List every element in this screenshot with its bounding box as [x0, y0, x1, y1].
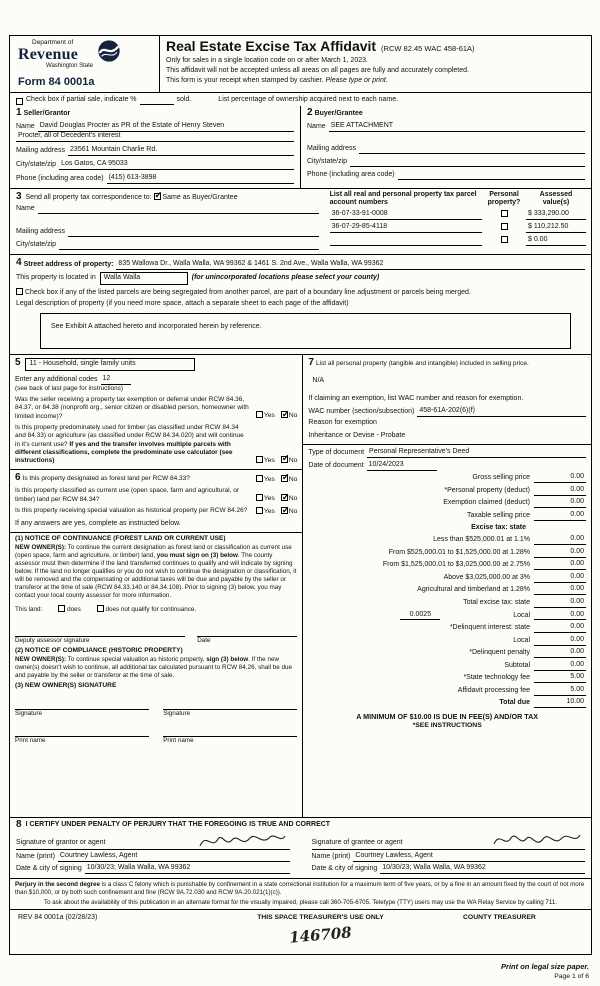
parcel-2-checkbox-cell	[482, 223, 526, 233]
grantor-name-value[interactable]: Courtney Lawless, Agent	[58, 852, 290, 862]
yes-label: Yes	[263, 456, 275, 464]
predominate-use-text: Is this property predominately used for timber (as classified under RCW 84.34 and 84.33) or agriculture (as classified under RCW 84.34.020) and will continue in it's current use? If yes and the transfer involves multiple parcels with different classifications, complete the predominate use calculator (see instructions)	[15, 424, 244, 465]
type-or-print-note: Please type or print.	[325, 76, 388, 84]
treasurer-row	[10, 910, 591, 954]
receipt-note: This form is your receipt when stamped by cashier.	[166, 76, 326, 84]
seller-heading	[16, 107, 294, 120]
partial-sale-label: Check box if partial sale, indicate %	[26, 96, 137, 104]
sold-label: sold.	[176, 96, 192, 104]
tier1-value[interactable]: 0.00	[534, 535, 586, 545]
personal-property-section	[303, 355, 591, 445]
parcel-row	[330, 223, 586, 233]
correspondence-city-label: City/state/zip	[16, 241, 57, 249]
see-instructions-note: *SEE INSTRUCTIONS	[412, 721, 482, 729]
exemption-claimed-value[interactable]: 0.00	[534, 498, 586, 508]
tax-row-local: 0.0025 Local 0.00	[308, 611, 586, 621]
rev-number: REV 84 0001a (02/28/23)	[18, 914, 98, 921]
buyer-mailing-value[interactable]	[359, 145, 585, 154]
grantee-date-value[interactable]: 10/30/23; Walla Walla, WA 99362	[380, 864, 585, 874]
form-border	[9, 35, 592, 955]
personal-property-label-wrap	[308, 357, 586, 370]
historic-answers	[252, 507, 298, 517]
tax-row-gross: Gross selling price 0.00	[472, 473, 584, 482]
agricultural-value[interactable]: 0.00	[534, 585, 586, 595]
section-5-number: 5	[15, 357, 21, 369]
delinquent-penalty-value[interactable]: 0.00	[534, 648, 586, 658]
tax-table	[303, 471, 591, 735]
delinquent-interest-local-value[interactable]: 0.00	[534, 636, 586, 646]
if-yes-note: If any answers are yes, complete as instructed below.	[15, 519, 181, 527]
historic-question	[15, 507, 297, 517]
wac-number-value[interactable]: 458-61A-202(6)(f)	[417, 407, 586, 417]
tax-row-delinquent-penalty: *Delinquent penalty 0.00	[469, 648, 584, 657]
tax-row-tier4: Above $3,025,000.00 at 3% 0.00	[443, 572, 584, 581]
exemption-deferral-question	[15, 396, 297, 421]
parcel-table-header	[330, 191, 586, 207]
total-excise-state-value[interactable]: 0.00	[534, 598, 586, 608]
forest-no-checkbox[interactable]	[281, 475, 288, 482]
signature-label: Signature	[163, 709, 191, 717]
print-name-label: Print name	[15, 736, 46, 744]
tax-row-subtotal: Subtotal 0.00	[504, 660, 584, 669]
county-select[interactable]: Walla Walla	[100, 272, 188, 285]
agency-brand	[18, 39, 155, 71]
use-code-section	[10, 355, 302, 469]
buyer-name-value[interactable]: SEE ATTACHMENT	[329, 122, 585, 132]
personal-property-line	[308, 357, 586, 370]
washington-state-label: Washington State	[46, 63, 94, 70]
correspondence-name-line	[16, 205, 319, 214]
certification-statement: I CERTIFY UNDER PENALTY OF PERJURY THAT THE FOREGOING IS TRUE AND CORRECT	[25, 821, 331, 829]
section-4-number: 4	[16, 257, 22, 269]
left-column	[10, 355, 303, 817]
land-does-checkbox[interactable]	[58, 605, 65, 612]
forest-land-text: 6 Is this property designated as forest land per RCW 84.33?	[15, 471, 190, 483]
new-owner-signature-line-1[interactable]	[15, 700, 149, 710]
local-rate-value[interactable]: 0.0025	[400, 611, 440, 621]
total-due-value[interactable]: 10.00	[534, 698, 586, 708]
buyer-heading	[307, 107, 585, 120]
treasurer-handwritten-number: 146708	[288, 922, 353, 947]
exemption-no-checkbox[interactable]	[281, 411, 288, 418]
technology-fee-value[interactable]: 5.00	[534, 673, 586, 683]
predominate-use-answers	[252, 456, 298, 466]
current-use-text: Is this property classified as current use (open space, farm and agricultural, or timber) land per RCW 84.34?	[15, 487, 239, 503]
current-use-no-checkbox[interactable]	[281, 494, 288, 501]
deputy-date-label: Date	[197, 636, 211, 644]
minimum-due-note: A MINIMUM OF $10.00 IS DUE IN FEE(S) AND/OR TAX	[356, 712, 539, 722]
correspondence-heading	[16, 191, 319, 204]
reason-for-exemption-value[interactable]: Inheritance or Devise - Probate	[308, 431, 406, 439]
current-use-answers	[252, 494, 298, 504]
seller-name-label: Name	[16, 122, 35, 130]
parcel-2-personal-checkbox[interactable]	[501, 223, 508, 230]
tier2-value[interactable]: 0.00	[534, 548, 586, 558]
seller-phone-line	[16, 174, 294, 184]
compliance-body: NEW OWNER(S): To continue special valuation as historic property, sign (3) below. If the new owner(s) doesn't wish to continue, all additional tax calculated pursuant to RCW 84.26, shall be due and payable by the seller or transferor at the time of sale.	[15, 655, 293, 680]
grantee-signature-field[interactable]	[312, 834, 586, 850]
document-date-label: Date of document	[308, 461, 364, 469]
assessed-value-2[interactable]: $ 110,212.50	[526, 223, 586, 233]
grantor-date-value[interactable]: 10/30/23; Walla Walla, WA 99362	[85, 864, 290, 874]
county-treasurer-label: COUNTY TREASURER	[463, 914, 536, 921]
section-6-number: 6	[15, 471, 21, 483]
current-use-question	[15, 487, 297, 504]
partial-sale-checkbox[interactable]	[16, 98, 23, 105]
deputy-signature-field[interactable]	[15, 627, 185, 645]
current-use-yes-checkbox[interactable]	[256, 494, 263, 501]
no-label: No	[288, 508, 298, 516]
grantee-name-label: Name (print)	[311, 853, 351, 861]
buyer-phone-value[interactable]	[398, 171, 585, 180]
historic-text: Is this property receiving special valuation as historical property per RCW 84.26?	[15, 507, 248, 515]
document-type-line	[308, 448, 586, 458]
treasurer-space	[178, 914, 463, 945]
yes-label: Yes	[263, 495, 275, 503]
parcel-table	[325, 189, 591, 255]
title-row	[166, 38, 585, 56]
predominate-no-checkbox[interactable]	[281, 456, 288, 463]
exemption-note: If claiming an exemption, list WAC number and reason for exemption.	[308, 394, 524, 402]
seller-city-line	[16, 160, 294, 170]
document-date-value[interactable]: 10/24/2023	[367, 461, 437, 471]
land-qualify-line	[15, 605, 297, 614]
certification-columns	[16, 834, 585, 874]
street-address-line	[16, 257, 585, 270]
buyer-city-line	[307, 158, 585, 167]
new-owner-signature-1[interactable]	[15, 700, 149, 718]
parcel-1-checkbox-cell	[482, 210, 526, 220]
grantor-name-label: Name (print)	[16, 853, 55, 861]
buyer-city-value[interactable]	[350, 158, 585, 167]
buyer-city-label: City/state/zip	[307, 157, 348, 165]
county-note: (for unincorporated locations please select your county)	[191, 274, 380, 282]
this-land-label: This land:	[15, 605, 43, 613]
designation-section	[10, 469, 302, 532]
parcel-row	[330, 210, 586, 220]
grantor-date-label: Date & city of signing	[16, 865, 82, 873]
section-7-number: 7	[308, 357, 314, 369]
tax-row-exemption: Exemption claimed (deduct) 0.00	[443, 498, 584, 507]
agency-wordmark	[18, 39, 93, 71]
use-code-select[interactable]: 11 - Household, single family units	[25, 358, 195, 371]
taxable-selling-price-value[interactable]: 0.00	[534, 511, 586, 521]
grantee-name-value[interactable]: Courtney Lawless, Agent	[353, 852, 585, 862]
new-owner-signature-title: (3) NEW OWNER(S) SIGNATURE	[15, 682, 117, 690]
parcel-number-2[interactable]: 36-07-29-85-4118	[330, 223, 482, 233]
grantee-date-label: Date & city of signing	[311, 865, 378, 873]
historic-no-checkbox[interactable]	[281, 507, 288, 514]
segregated-line	[16, 288, 585, 298]
exemption-deferral-answers	[252, 411, 298, 421]
grantor-signature-label: Signature of grantor or agent	[16, 839, 106, 847]
buyer-mailing-label: Mailing address	[307, 144, 357, 152]
legal-description-text: See Exhibit A attached hereto and incorporated herein by reference.	[51, 323, 262, 331]
exemption-yes-checkbox[interactable]	[256, 411, 263, 418]
parcel-number-1[interactable]: 36-07-33-91-0008	[330, 210, 482, 220]
grantee-signature-label: Signature of grantee or agent	[311, 839, 403, 847]
right-column	[303, 355, 591, 817]
revenue-wordmark: Revenue	[18, 46, 79, 64]
continuance-body: NEW OWNER(S): To continue the current designation as forest land or classification as current use (open space, farm and agriculture, or timber) land, you must sign on (3) below. The county assessor must then determine if the land transferred continues to qualify and will indicate by signing below. If the land no longer qualifies or you do not wish to continue the designation or classification, it will be removed and the compensating or additional taxes will be due and payable by the seller or transferor at the time of sale (RCW 84.33.140 or 84.34.108). Prior to signing (3) below, you may contact your local county assessor for more information.	[15, 544, 297, 600]
new-owner-print-line-1[interactable]	[15, 727, 149, 737]
legal-description-label: Legal description of property (if you need more space, attach a separate sheet to each page of the affidavit)	[16, 300, 349, 308]
main-columns	[10, 355, 591, 818]
tax-row-total-state: Total excise tax: state 0.00	[463, 597, 584, 606]
tax-row-total-due: Total due 10.00	[499, 698, 584, 707]
additional-codes-value[interactable]: 12	[101, 375, 131, 385]
grantee-name-line	[312, 852, 586, 862]
buyer-section	[301, 106, 591, 188]
tax-row-taxable: Taxable selling price 0.00	[466, 510, 584, 519]
buyer-name-line	[307, 122, 585, 132]
segregated-label: Check box if any of the listed parcels are being segregated from another parcel, are part of a boundary line adjustment or parcels being merged.	[24, 289, 471, 297]
tier3-value[interactable]: 0.00	[534, 560, 586, 570]
seller-buyer-section	[10, 106, 591, 189]
additional-codes-line	[15, 375, 297, 385]
buyer-name-label: Name	[307, 122, 326, 130]
deputy-date-field[interactable]	[197, 627, 297, 645]
correspondence-mailing-label: Mailing address	[16, 228, 66, 236]
section-3-number: 3	[16, 190, 22, 202]
no-label: No	[288, 412, 298, 420]
yes-label: Yes	[263, 508, 275, 516]
excise-tax-state-header: Excise tax: state	[471, 523, 526, 531]
tax-row-tier3: From $1,525,000.01 to $3,025,000.00 at 2.75% 0.00	[382, 560, 584, 569]
tax-row-technology-fee: *State technology fee 5.00	[463, 673, 584, 682]
grantee-signature[interactable]	[491, 830, 583, 852]
same-as-buyer-label: Same as Buyer/Grantee	[162, 193, 238, 201]
notices-block	[10, 532, 302, 818]
header-note-3	[166, 77, 585, 86]
buyer-mailing-line	[307, 145, 585, 154]
delinquent-interest-state-value[interactable]: 0.00	[534, 623, 586, 633]
tax-row-personal: *Personal property (deduct) 0.00	[444, 485, 584, 494]
tax-row-tier2: From $525,000.01 to $1,525,000.00 at 1.28% 0.00	[388, 547, 584, 556]
reason-for-exemption-label: Reason for exemption	[308, 418, 377, 426]
predominate-use-question	[15, 424, 297, 466]
parcel-numbers-header: List all real and personal property tax parcel account numbers	[329, 190, 477, 206]
segregated-checkbox[interactable]	[16, 288, 23, 295]
tax-row-tier1: Less than $525,000.01 at 1.1% 0.00	[433, 535, 584, 544]
does-option: does	[58, 605, 80, 614]
correspondence-mailing-line	[16, 228, 319, 237]
subtotal-value[interactable]: 0.00	[534, 661, 586, 671]
seller-name-line	[16, 122, 294, 132]
below-border-notes	[501, 962, 589, 982]
personal-property-header: Personal property?	[487, 190, 521, 206]
new-owner-signature-row	[15, 700, 297, 718]
parcel-row	[330, 236, 586, 246]
seller-city-value[interactable]: Los Gatos, CA 95033	[59, 160, 294, 170]
land-does-not-checkbox[interactable]	[97, 605, 104, 612]
grantor-signature[interactable]	[196, 830, 288, 852]
wac-number-line	[308, 407, 586, 417]
document-date-line	[308, 461, 586, 471]
predominate-use-bold-text: If yes and the transfer involves multiple parcels with different classifications, complete the predominate use calculator (see instructions)	[15, 440, 233, 465]
yes-label: Yes	[263, 475, 275, 483]
correspondence-name-value[interactable]	[38, 205, 319, 214]
seller-mailing-label: Mailing address	[16, 146, 66, 154]
seller-mailing-value[interactable]: 23561 Mountain Charlie Rd.	[68, 146, 294, 156]
buyer-title: Buyer/Grantee	[314, 110, 363, 118]
processing-fee-value[interactable]: 5.00	[534, 686, 586, 696]
correspondence-mailing-value[interactable]	[68, 228, 319, 237]
personal-property-deduct-value[interactable]: 0.00	[534, 486, 586, 496]
personal-property-value[interactable]: N/A	[312, 376, 325, 384]
seller-title: Seller/Grantor	[23, 110, 71, 118]
tier4-value[interactable]: 0.00	[534, 573, 586, 583]
new-owner-signature-2[interactable]	[163, 700, 297, 718]
assessed-value-3[interactable]: $ 0.00	[526, 236, 586, 246]
correspondence-city-value[interactable]	[59, 241, 319, 250]
agency-block	[10, 36, 160, 92]
new-owner-print-row	[15, 727, 297, 745]
seller-phone-value[interactable]: (415) 613-3898	[107, 174, 294, 184]
grantee-certification	[312, 834, 586, 874]
grantor-date-line	[16, 864, 290, 874]
certification-section	[10, 818, 591, 879]
no-label: No	[288, 456, 298, 464]
grantor-name-line	[16, 852, 290, 862]
historic-yes-checkbox[interactable]	[256, 507, 263, 514]
predominate-yes-checkbox[interactable]	[256, 456, 263, 463]
section-8-number: 8	[16, 819, 22, 831]
additional-codes-note: (see back of last page for instructions)	[15, 384, 123, 392]
tax-row-processing-fee: Affidavit processing fee 5.00	[457, 685, 584, 694]
no-label: No	[288, 475, 298, 483]
correspondence-city-line	[16, 241, 319, 250]
seller-section	[10, 106, 301, 188]
section-2-number: 2	[307, 107, 313, 119]
tax-row-agricultural: Agricultural and timberland at 1.28% 0.00	[417, 585, 584, 594]
street-address-label: Street address of property:	[23, 261, 114, 269]
no-label: No	[288, 495, 298, 503]
tax-row-delinquent-interest: *Delinquent interest: state 0.00	[449, 623, 584, 632]
grantor-certification	[16, 834, 290, 874]
located-label: This property is located in	[16, 274, 96, 282]
treasurer-space-label: THIS SPACE TREASURER'S USE ONLY	[257, 914, 384, 921]
print-note: Print on legal size paper.	[501, 961, 589, 971]
parcel-1-personal-checkbox[interactable]	[501, 210, 508, 217]
deputy-assessor-row	[15, 627, 297, 645]
parcel-3-checkbox-cell	[482, 236, 526, 246]
new-owner-print-line-2[interactable]	[163, 727, 297, 737]
yes-label: Yes	[263, 412, 275, 420]
correspondence-parcels-section	[10, 189, 591, 256]
assessed-values-header: Assessed value(s)	[539, 190, 573, 206]
buyer-phone-line	[307, 171, 585, 180]
legal-description-box[interactable]	[40, 313, 571, 349]
section-1-number: 1	[16, 107, 22, 119]
header-note-1: Only for sales in a single location code on or after March 1, 2023.	[166, 56, 368, 64]
correspondence-label: Send all property tax correspondence to:	[25, 193, 152, 201]
accessibility-note: To ask about the availability of this publication in an alternate format for the visually impaired, please call 360-705-6705. Teletype (TTY) users may use the WA Relay Service by calling 711.	[43, 899, 558, 907]
correspondence-block	[10, 189, 325, 255]
correspondence-name-label: Name	[16, 205, 35, 213]
buyer-phone-label: Phone (including area code)	[307, 170, 395, 178]
seller-mailing-line	[16, 146, 294, 156]
signature-label: Signature	[15, 709, 42, 717]
deputy-signature-line[interactable]	[15, 627, 185, 637]
document-block	[303, 445, 591, 471]
perjury-text: Perjury in the second degree is a class C felony which is punishable by confinement in a state correctional institution for a maximum term of five years, or by a fine in an amount fixed by the court of not more than $10,000, or by both such confinement and fine (RCW 9A.72.030 and RCW 9A.20.021(1)(c)).	[15, 881, 585, 897]
additional-codes-label: Enter any additional codes	[15, 375, 98, 383]
partial-sale-row	[10, 93, 591, 106]
forest-land-answers	[252, 475, 298, 485]
does-not-option: does not qualify for continuance.	[97, 605, 196, 614]
title-block	[160, 36, 591, 92]
street-address-value[interactable]: 835 Wallowa Dr., Walla Walla, WA 99362 & 1461 S. 2nd Ave., Walla Walla, WA 99362	[116, 260, 585, 270]
seller-name-value-2[interactable]: Procter, all of Decedent's interest	[16, 132, 294, 142]
gross-selling-price-value[interactable]: 0.00	[534, 473, 586, 483]
tax-row-delinquent-local: Local 0.00	[513, 635, 584, 644]
revenue-logo-icon	[97, 39, 121, 63]
header-note-2: This affidavit will not be accepted unless all areas on all pages are fully and accurately completed.	[166, 66, 469, 74]
grantee-date-line	[312, 864, 586, 874]
form-header	[10, 36, 591, 93]
use-code-line	[15, 357, 297, 371]
personal-property-label: List all personal property (tangible and intangible) included in selling price.	[315, 360, 529, 368]
new-owner-signature-line-2[interactable]	[163, 700, 297, 710]
continuance-title: (1) NOTICE OF CONTINUANCE (FOREST LAND OR CURRENT USE)	[15, 534, 226, 542]
rcw-reference: (RCW 82.45 WAC 458-61A)	[381, 44, 475, 53]
document-type-value[interactable]: Personal Representative's Deed	[367, 448, 586, 458]
parcel-3-personal-checkbox[interactable]	[501, 236, 508, 243]
perjury-block	[10, 879, 591, 910]
property-section	[10, 255, 591, 355]
document-type-label: Type of document	[308, 448, 365, 456]
forest-land-question	[15, 472, 297, 485]
print-name-label: Print name	[163, 736, 194, 744]
assessed-value-1[interactable]: $ 333,290.00	[526, 210, 586, 220]
partial-sale-percent-input[interactable]	[140, 97, 174, 105]
deputy-date-line[interactable]	[197, 627, 297, 637]
new-owner-print-1[interactable]	[15, 727, 149, 745]
forest-yes-checkbox[interactable]	[256, 475, 263, 482]
seller-city-label: City/state/zip	[16, 160, 57, 168]
exemption-deferral-text: Was the seller receiving a property tax exemption or deferral under RCW 84.36, 84.37, or 84.38 (nonprofit org., senior citizen or disabled person, homeowner with limited income)?	[15, 396, 249, 420]
compliance-title: (2) NOTICE OF COMPLIANCE (HISTORIC PROPERTY)	[15, 646, 183, 654]
form-title: Real Estate Excise Tax Affidavit	[166, 38, 377, 54]
same-as-buyer-checkbox[interactable]	[154, 193, 161, 200]
new-owner-print-2[interactable]	[163, 727, 297, 745]
parcel-number-3[interactable]	[330, 237, 482, 246]
local-tax-value[interactable]: 0.00	[534, 611, 586, 621]
ownership-note: List percentage of ownership acquired next to each name.	[218, 96, 399, 104]
deputy-signature-label: Deputy assessor signature	[15, 636, 90, 644]
seller-phone-label: Phone (including area code)	[16, 174, 104, 182]
seller-name-value[interactable]: David Douglas Procter as PR of the Estate of Henry Steven	[38, 122, 294, 132]
page-number: Page 1 of 6	[554, 973, 589, 981]
located-line	[16, 272, 585, 285]
wac-number-label: WAC number (section/subsection)	[308, 407, 415, 415]
form-number: Form 84 0001a	[18, 75, 95, 88]
grantor-signature-field[interactable]	[16, 834, 290, 850]
dept-of-label: Department of	[32, 39, 74, 46]
